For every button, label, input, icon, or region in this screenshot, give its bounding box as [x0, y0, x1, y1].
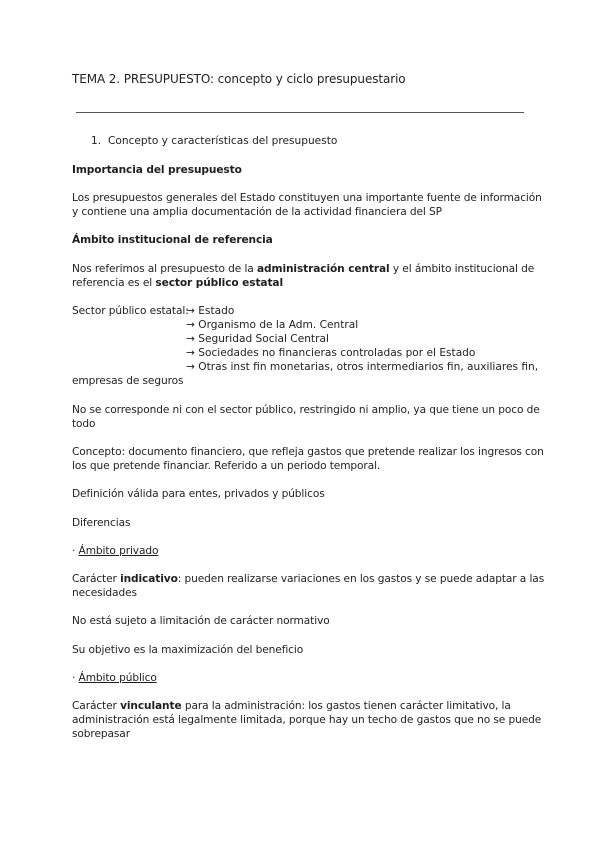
- sector-item: → Estado: [186, 305, 235, 317]
- paragraph-line: Carácter vinculante para la administración: los gastos tienen carácter limitativo, la: [72, 700, 511, 712]
- paragraph-line: referencia es el sector público estatal: [72, 277, 283, 289]
- paragraph-line: Los presupuestos generales del Estado constituyen una importante fuente de información: [72, 192, 542, 204]
- paragraph-line: necesidades: [72, 587, 137, 599]
- paragraph-line: Definición válida para entes, privados y públicos: [72, 488, 325, 500]
- sector-label: Sector público estatal:: [72, 305, 189, 317]
- paragraph-line: los que pretende financiar. Referido a un periodo temporal.: [72, 460, 381, 472]
- heading-ambito: Ámbito institucional de referencia: [72, 234, 273, 246]
- horizontal-rule: [76, 112, 524, 113]
- subheading-publico: · Ámbito público: [72, 672, 157, 684]
- paragraph-line: Carácter indicativo: pueden realizarse variaciones en los gastos y se puede adaptar a las: [72, 573, 545, 585]
- sector-item: → Sociedades no financieras controladas por el Estado: [186, 347, 476, 359]
- bold-term: administración central: [256, 263, 390, 275]
- paragraph-line: Diferencias: [72, 517, 131, 529]
- sector-continuation: empresas de seguros: [72, 375, 184, 387]
- sector-item: → Seguridad Social Central: [186, 333, 329, 345]
- document-title: TEMA 2. PRESUPUESTO: concepto y ciclo presupuestario: [72, 72, 406, 86]
- paragraph-line: y contiene una amplia documentación de la actividad financiera del SP: [72, 206, 442, 218]
- sector-item: → Otras inst fin monetarias, otros intermediarios fin, auxiliares fin,: [186, 361, 539, 373]
- sector-item: → Organismo de la Adm. Central: [186, 319, 359, 331]
- bold-term: vinculante: [120, 700, 182, 712]
- list-item-text: Concepto y características del presupuesto: [108, 135, 338, 147]
- paragraph-line: No está sujeto a limitación de carácter normativo: [72, 615, 330, 627]
- paragraph-line: Su objetivo es la maximización del beneficio: [72, 644, 304, 656]
- paragraph-line: Concepto: documento financiero, que refleja gastos que pretende realizar los ingresos con: [72, 446, 544, 458]
- paragraph-line: Nos referimos al presupuesto de la administración central y el ámbito institucional de: [72, 263, 535, 275]
- bold-term: sector público estatal: [155, 277, 283, 289]
- heading-importancia: Importancia del presupuesto: [72, 164, 242, 176]
- list-number: 1.: [91, 135, 102, 147]
- bold-term: indicativo: [120, 573, 178, 585]
- subheading-privado: · Ámbito privado: [72, 545, 159, 557]
- paragraph-line: todo: [72, 418, 96, 430]
- paragraph-line: administración está legalmente limitada, porque hay un techo de gastos que no se puede: [72, 714, 542, 726]
- paragraph-line: No se corresponde ni con el sector público, restringido ni amplio, ya que tiene un poco de: [72, 404, 540, 416]
- paragraph-line: sobrepasar: [72, 728, 130, 740]
